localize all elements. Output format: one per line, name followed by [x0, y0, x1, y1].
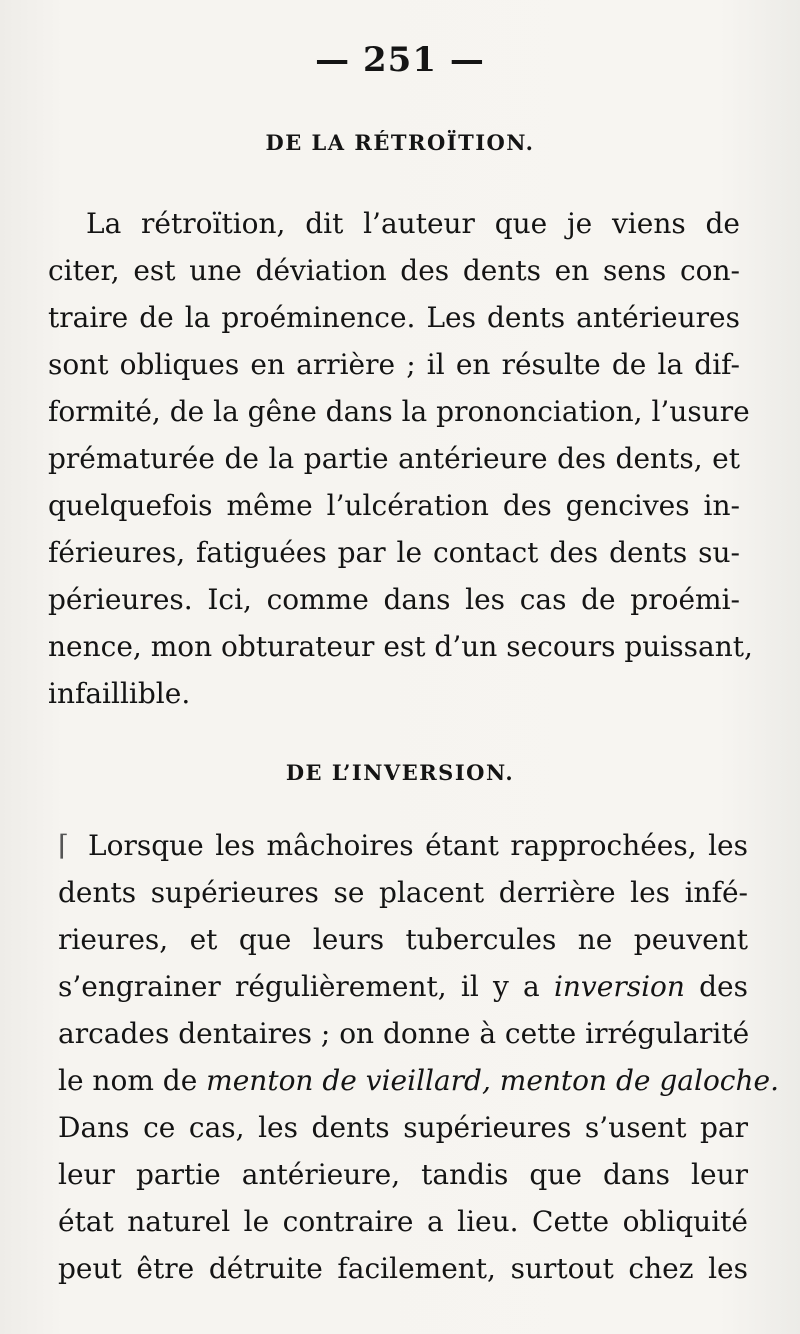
- italic-term-inversion: inversion: [553, 970, 685, 1003]
- text-line: Dans ce cas, les dents supérieures s’usent par: [58, 1111, 748, 1144]
- text-line: La rétroïtion, dit l’auteur que je viens de: [86, 207, 740, 240]
- text-line: peut être détruite facilement, surtout chez les: [58, 1252, 748, 1285]
- text-line: périeures. Ici, comme dans les cas de proémi-: [48, 583, 740, 616]
- section-heading-retroition: DE LA RÉTROÏTION.: [265, 130, 535, 155]
- text-line: dents supérieures se placent derrière les infé-: [58, 876, 748, 909]
- text-line: prématurée de la partie antérieure des dents, et: [48, 442, 740, 475]
- text-line: s’engrainer régulièrement, il y a inversion des: [58, 970, 748, 1003]
- text-line: quelquefois même l’ulcération des gencives in-: [48, 489, 740, 522]
- italic-term-menton: menton de vieillard, menton de galoche.: [206, 1064, 779, 1097]
- text-line: le nom de menton de vieillard, menton de galoche.: [58, 1064, 779, 1097]
- text-line: traire de la proéminence. Les dents antérieures: [48, 301, 740, 334]
- text-line: férieures, fatiguées par le contact des dents su-: [48, 536, 740, 569]
- text-line: sont obliques en arrière ; il en résulte de la dif-: [48, 348, 740, 381]
- text-line: état naturel le contraire a lieu. Cette obliquité: [58, 1205, 748, 1238]
- page-number: — 251 —: [315, 40, 485, 80]
- text-line: rieures, et que leurs tubercules ne peuvent: [58, 923, 748, 956]
- text-line: nence, mon obturateur est d’un secours puissant,: [48, 630, 753, 663]
- paragraph-inversion: [58, 822, 779, 1292]
- paragraph-retroition: [48, 200, 753, 717]
- section-heading-inversion: DE L’INVERSION.: [285, 760, 515, 785]
- text-line: arcades dentaires ; on donne à cette irrégularité: [58, 1017, 750, 1050]
- text-line: leur partie antérieure, tandis que dans leur: [58, 1158, 748, 1191]
- text-line: ⌈ Lorsque les mâchoires étant rapprochées, les: [58, 822, 748, 869]
- text-line: formité, de la gêne dans la prononciation, l’usure: [48, 395, 750, 428]
- text-line: infaillible.: [48, 677, 191, 710]
- bracket-mark: ⌈: [58, 829, 69, 862]
- text-line: citer, est une déviation des dents en sens con-: [48, 254, 740, 287]
